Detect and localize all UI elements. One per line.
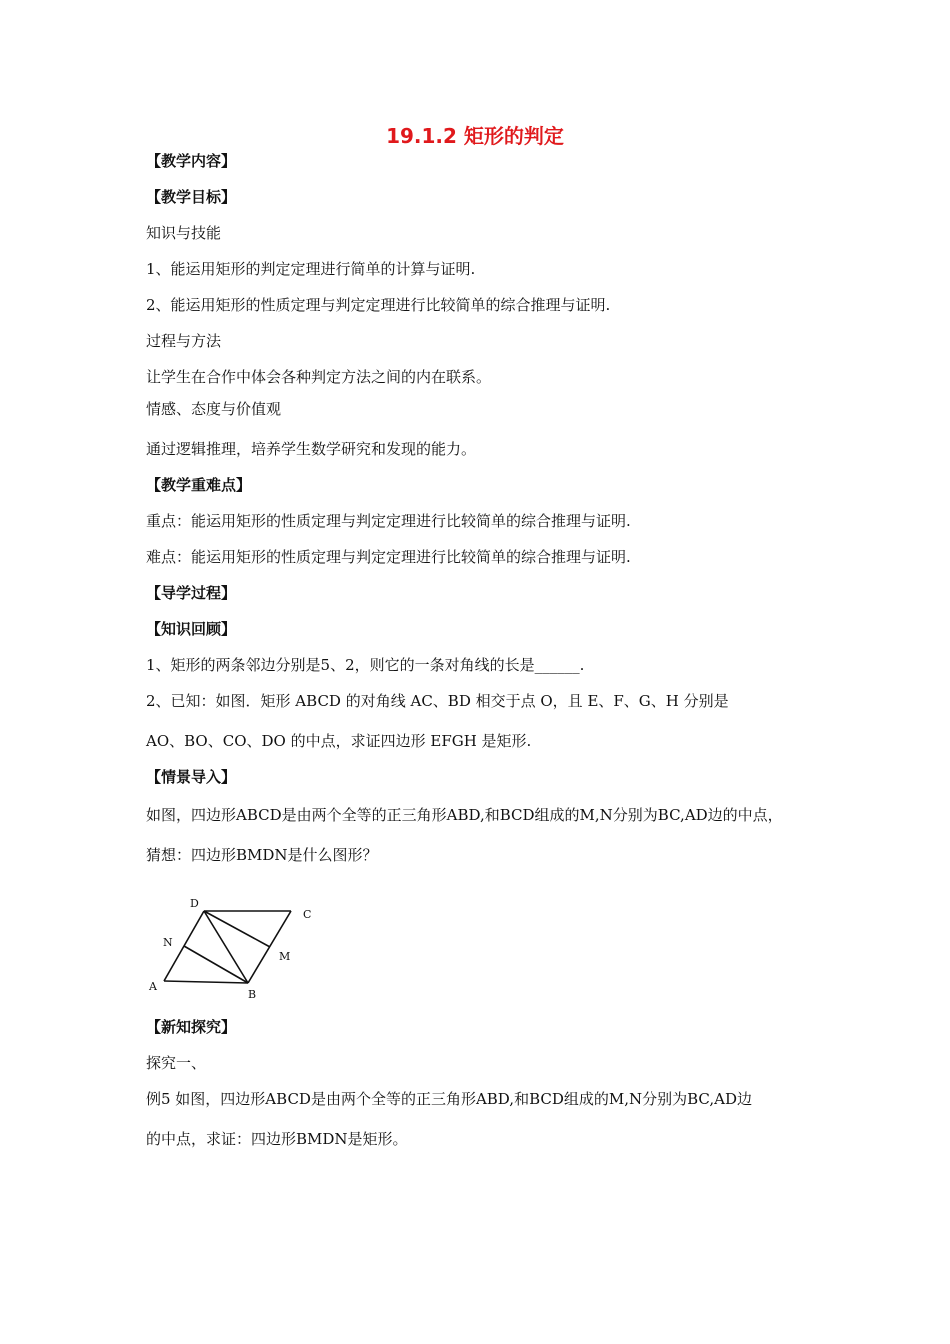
example-5-text-cont: 的中点，求证：四边形BMDN是矩形。 xyxy=(146,1130,408,1148)
subheading-attitude-values: 情感、态度与价值观 xyxy=(146,400,282,418)
section-knowledge-review: 【知识回顾】 xyxy=(146,620,237,638)
section-new-knowledge: 【新知探究】 xyxy=(146,1018,237,1036)
label-m: M xyxy=(279,950,291,963)
label-b: B xyxy=(248,988,257,1001)
segment-dm xyxy=(204,911,270,947)
example-5-text: 例5 如图，四边形ABCD是由两个全等的正三角形ABD,和BCD组成的M,N分别为BC,AD边 xyxy=(146,1090,752,1108)
process-text: 让学生在合作中体会各种判定方法之间的内在联系。 xyxy=(146,368,492,386)
label-a: A xyxy=(149,980,157,993)
section-guided-process: 【导学过程】 xyxy=(146,584,237,602)
attitude-text: 通过逻辑推理，培养学生数学研究和发现的能力。 xyxy=(146,440,477,458)
label-n: N xyxy=(163,936,173,949)
segment-nb xyxy=(184,946,248,983)
section-scenario-intro: 【情景导入】 xyxy=(146,768,237,786)
scenario-text: 如图，四边形ABCD是由两个全等的正三角形ABD,和BCD组成的M,N分别为BC,AD边的中点， xyxy=(146,806,783,824)
diagonal-db xyxy=(204,911,248,983)
section-teaching-content: 【教学内容】 xyxy=(146,152,237,170)
label-d: D xyxy=(190,897,199,910)
difficult-point-text: 难点：能运用矩形的性质定理与判定定理进行比较简单的综合推理与证明. xyxy=(146,548,631,566)
goal-item-2: 2、能运用矩形的性质定理与判定定理进行比较简单的综合推理与证明. xyxy=(146,296,611,314)
edge-ab xyxy=(164,981,248,983)
label-c: C xyxy=(303,908,312,921)
scenario-question: 猜想：四边形BMDN是什么图形？ xyxy=(146,846,378,864)
review-question-2-cont: AO、BO、CO、DO 的中点，求证四边形 EFGH 是矩形. xyxy=(146,732,532,750)
subheading-knowledge-skills: 知识与技能 xyxy=(146,224,222,242)
section-key-difficult-points: 【教学重难点】 xyxy=(146,476,252,494)
review-question-2: 2、已知：如图．矩形 ABCD 的对角线 AC、BD 相交于点 O，且 E、F、G、H 分别是 xyxy=(146,692,729,710)
page-title: 19.1.2 矩形的判定 xyxy=(386,124,564,148)
explore-one-heading: 探究一、 xyxy=(146,1054,207,1072)
review-question-1: 1、矩形的两条邻边分别是5、2，则它的一条对角线的长是______. xyxy=(146,656,585,674)
section-teaching-goals: 【教学目标】 xyxy=(146,188,237,206)
quadrilateral-diagram xyxy=(140,890,330,1005)
key-point-text: 重点：能运用矩形的性质定理与判定定理进行比较简单的综合推理与证明. xyxy=(146,512,631,530)
subheading-process-method: 过程与方法 xyxy=(146,332,222,350)
goal-item-1: 1、能运用矩形的判定定理进行简单的计算与证明. xyxy=(146,260,476,278)
